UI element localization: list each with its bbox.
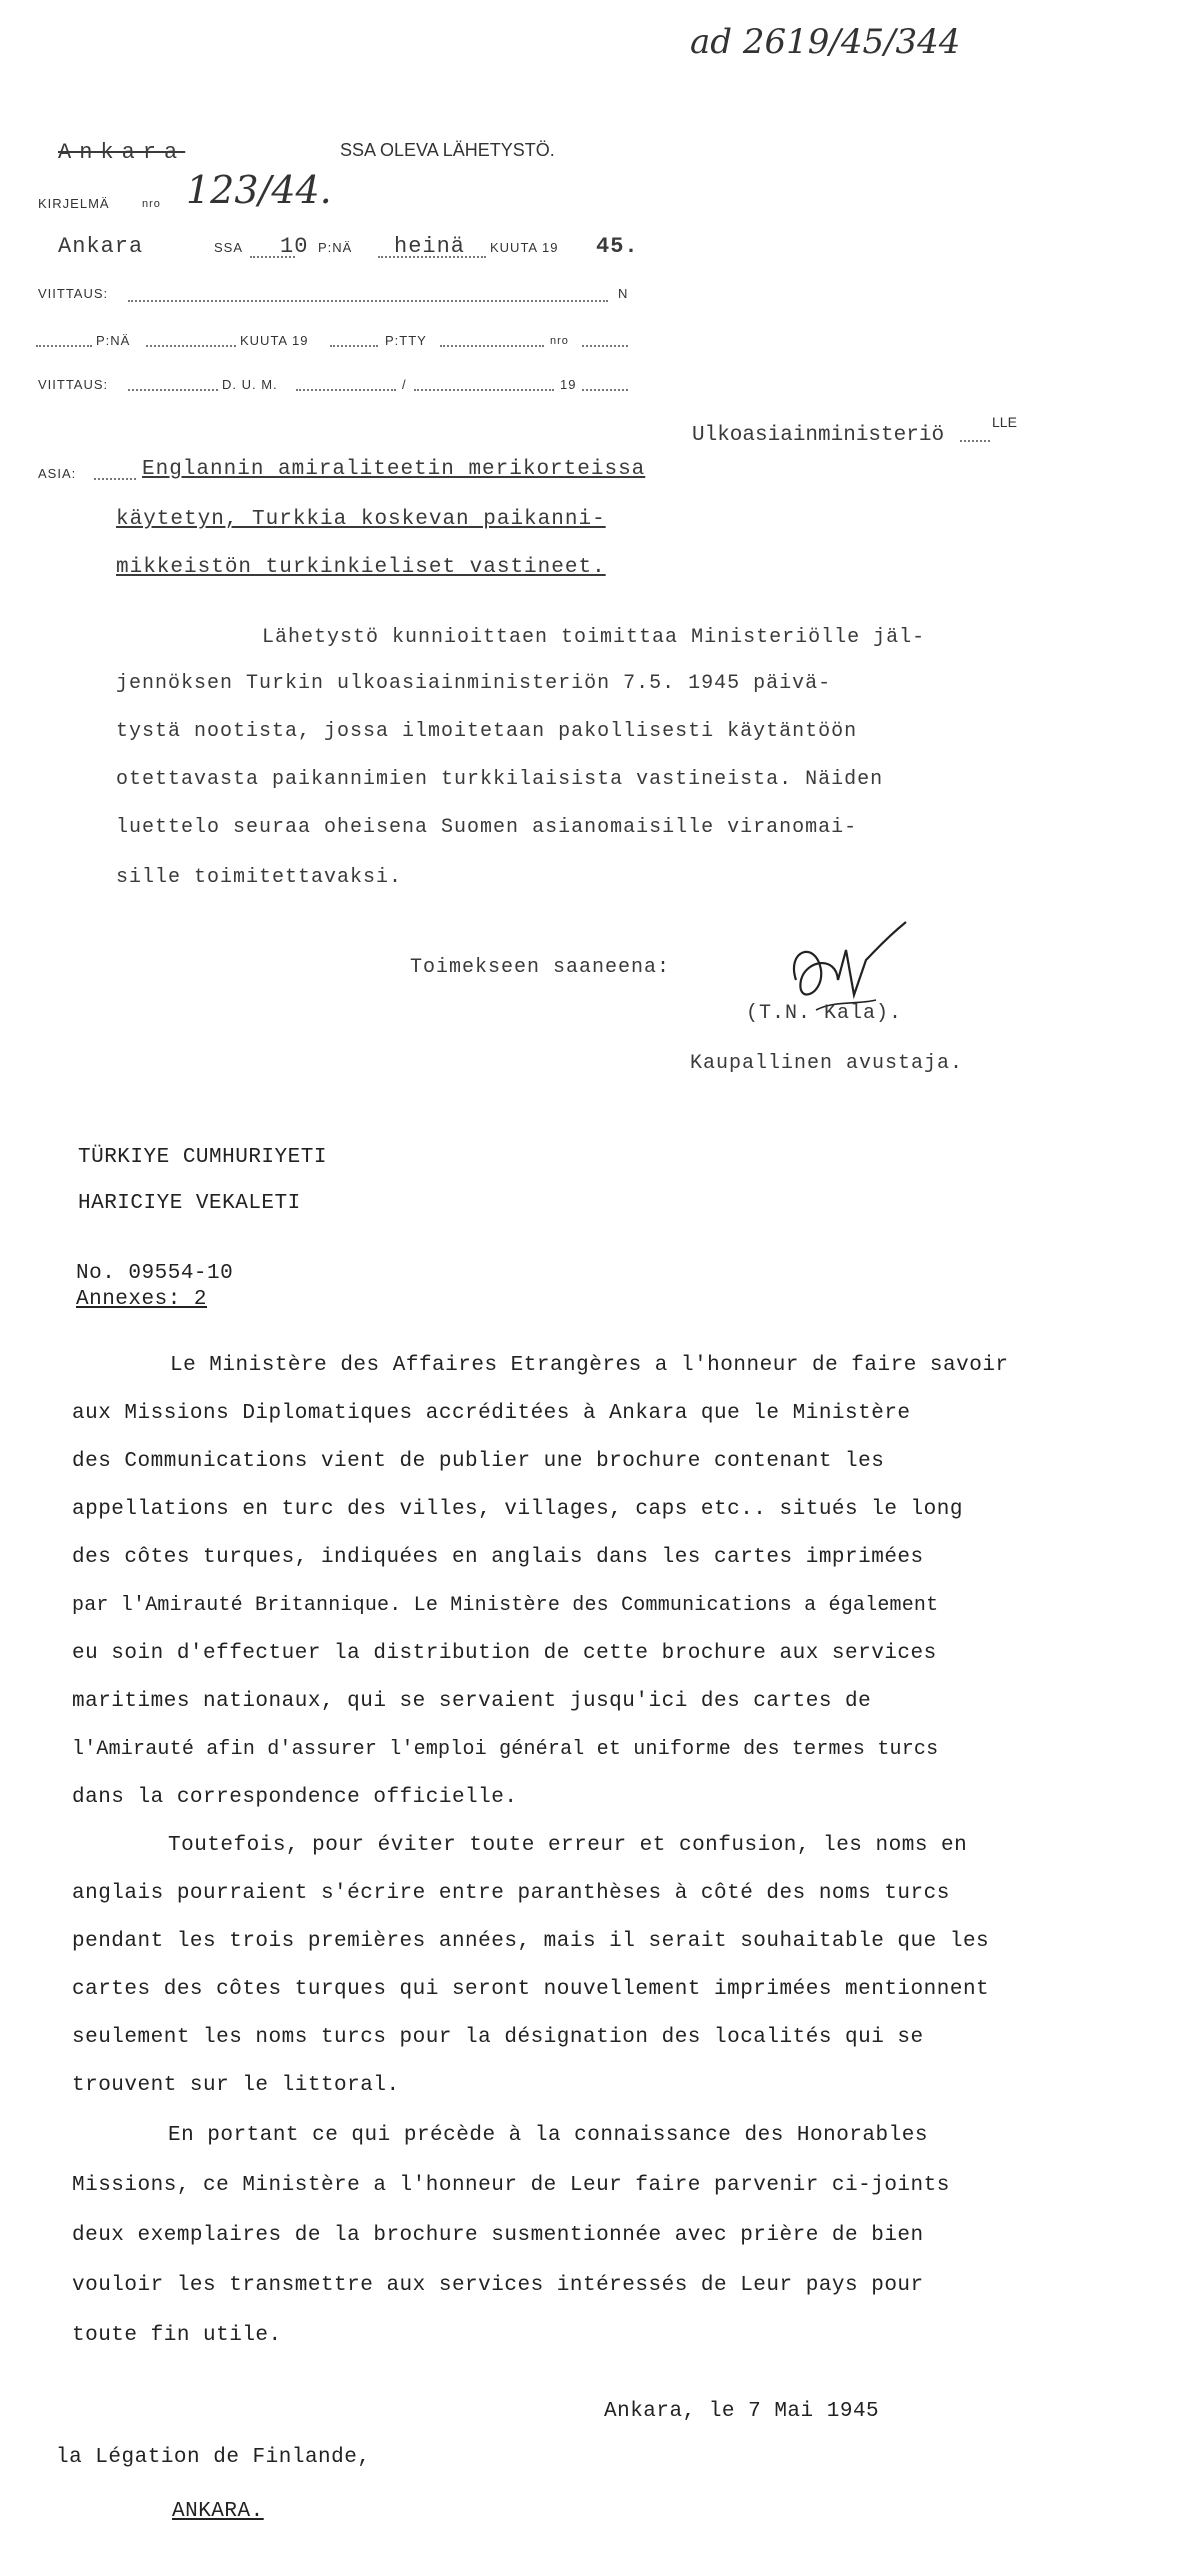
- form-dotline: [582, 345, 628, 347]
- form-year: 45.: [596, 234, 639, 259]
- form-day: 10: [280, 234, 309, 259]
- form-n: N: [618, 286, 629, 301]
- form-viittaus1: VIITTAUS:: [38, 286, 109, 301]
- archive-reference: ad 2619/45/344: [690, 22, 961, 62]
- form-pna: P:NÄ: [318, 240, 353, 255]
- recipient: Ulkoasiainministeriö: [692, 424, 945, 447]
- form-nineteen: 19: [560, 377, 577, 392]
- note-annexes: Annexes: 2: [76, 1288, 208, 1311]
- form-dotline: [440, 345, 544, 347]
- finnish-body-line: jennöksen Turkin ulkoasiainministeriön 7.5. 1945 päivä-: [116, 672, 832, 695]
- finnish-body-line: Lähetystö kunnioittaen toimittaa Ministeriölle jäl-: [262, 626, 926, 649]
- form-dotline: [128, 300, 608, 302]
- french-body-line: des côtes turques, indiquées en anglais dans les cartes imprimées: [72, 1546, 924, 1569]
- form-dotline: [330, 345, 378, 347]
- signer-title: Kaupallinen avustaja.: [690, 1052, 964, 1075]
- form-month: heinä: [394, 234, 466, 259]
- french-city: ANKARA.: [172, 2500, 264, 2523]
- french-body-line: cartes des côtes turques qui seront nouvellement imprimées mentionnent: [72, 1978, 990, 2001]
- form-dotline: [128, 389, 218, 391]
- french-body-line: deux exemplaires de la brochure susmentionnée avec prière de bien: [72, 2224, 924, 2247]
- french-body-line: aux Missions Diplomatiques accréditées à Ankara que le Ministère: [72, 1402, 911, 1425]
- french-body-line: dans la correspondence officielle.: [72, 1786, 518, 1809]
- subject-label: ASIA:: [38, 466, 77, 481]
- french-body-line: Toutefois, pour éviter toute erreur et confusion, les noms en: [168, 1834, 968, 1857]
- form-pna2: P:NÄ: [96, 333, 131, 348]
- french-body-line: anglais pourraient s'écrire entre paranthèses à côté des noms turcs: [72, 1882, 950, 1905]
- finnish-body-line: luettelo seuraa oheisena Suomen asianomaisille viranomai-: [116, 816, 858, 839]
- recipient-dotline: [960, 440, 990, 442]
- signer-name: (T.N. Kala).: [746, 1002, 903, 1025]
- french-body-line: trouvent sur le littoral.: [72, 2074, 400, 2097]
- subject-dotline: [94, 478, 136, 480]
- form-dum: D. U. M.: [222, 377, 278, 392]
- subject-line: Englannin amiraliteetin merikorteissa: [142, 458, 646, 481]
- french-date: Ankara, le 7 Mai 1945: [604, 2400, 880, 2423]
- form-dotline: [582, 389, 628, 391]
- subject-line: käytetyn, Turkkia koskevan paikanni-: [116, 508, 606, 531]
- form-dotline: [250, 256, 295, 258]
- note-header-line1: TÜRKIYE CUMHURIYETI: [78, 1146, 327, 1169]
- form-ssa: SSA: [214, 240, 244, 255]
- form-dotline: [146, 345, 236, 347]
- subject-line: mikkeistön turkinkieliset vastineet.: [116, 556, 606, 579]
- form-dotline: [414, 389, 554, 391]
- note-number: No. 09554-10: [76, 1262, 234, 1285]
- finnish-body-line: sille toimitettavaksi.: [116, 866, 403, 889]
- form-viittaus2: VIITTAUS:: [38, 377, 109, 392]
- toimekseen: Toimekseen saaneena:: [410, 956, 671, 979]
- kirjelma-number: 123/44.: [186, 168, 332, 212]
- finnish-body-line: otettavasta paikannimien turkkilaisista vastineista. Näiden: [116, 768, 884, 791]
- form-kuuta19: KUUTA 19: [490, 240, 559, 255]
- form-ptty: P:TTY: [385, 333, 427, 348]
- french-body-line: vouloir les transmettre aux services intéressés de Leur pays pour: [72, 2274, 924, 2297]
- french-body-line: Missions, ce Ministère a l'honneur de Leur faire parvenir ci-joints: [72, 2174, 950, 2197]
- french-body-line: toute fin utile.: [72, 2324, 282, 2347]
- french-body-line: des Communications vient de publier une brochure contenant les: [72, 1450, 885, 1473]
- french-body-line: pendant les trois premières années, mais il serait souhaitable que les: [72, 1930, 990, 1953]
- french-body-line: eu soin d'effectuer la distribution de cette brochure aux services: [72, 1642, 937, 1665]
- form-dotline: [296, 389, 396, 391]
- form-slash: /: [402, 377, 407, 392]
- note-header-line2: HARICIYE VEKALETI: [78, 1192, 301, 1215]
- french-addressee: la Légation de Finlande,: [56, 2446, 371, 2469]
- form-ankara-header: Ankara: [58, 140, 186, 165]
- form-dotline: [378, 256, 486, 258]
- french-body-line: maritimes nationaux, qui se servaient jusqu'ici des cartes de: [72, 1690, 872, 1713]
- finnish-body-line: tystä nootista, jossa ilmoitetaan pakollisesti käytäntöön: [116, 720, 858, 743]
- french-body-line: l'Amirauté afin d'assurer l'emploi général et uniforme des termes turcs: [72, 1738, 939, 1761]
- french-body-line: seulement les noms turcs pour la désignation des localités qui se: [72, 2026, 924, 2049]
- form-kirjelma-label: KIRJELMÄ: [38, 196, 110, 211]
- form-embassy-label: SSA OLEVA LÄHETYSTÖ.: [340, 140, 555, 160]
- form-dotline: [36, 345, 92, 347]
- french-body-line: par l'Amirauté Britannique. Le Ministère des Communications a également: [72, 1594, 939, 1617]
- french-body-line: Le Ministère des Affaires Etrangères a l'honneur de faire savoir: [170, 1354, 1009, 1377]
- french-body-line: appellations en turc des villes, villages, caps etc.. situés le long: [72, 1498, 963, 1521]
- form-nro2: nro: [550, 335, 569, 347]
- recipient-suffix: LLE: [992, 414, 1017, 430]
- form-nro-label: nro: [142, 198, 161, 210]
- form-place: Ankara: [58, 234, 144, 259]
- form-kuuta19b: KUUTA 19: [240, 333, 309, 348]
- french-body-line: En portant ce qui précède à la connaissance des Honorables: [168, 2124, 928, 2147]
